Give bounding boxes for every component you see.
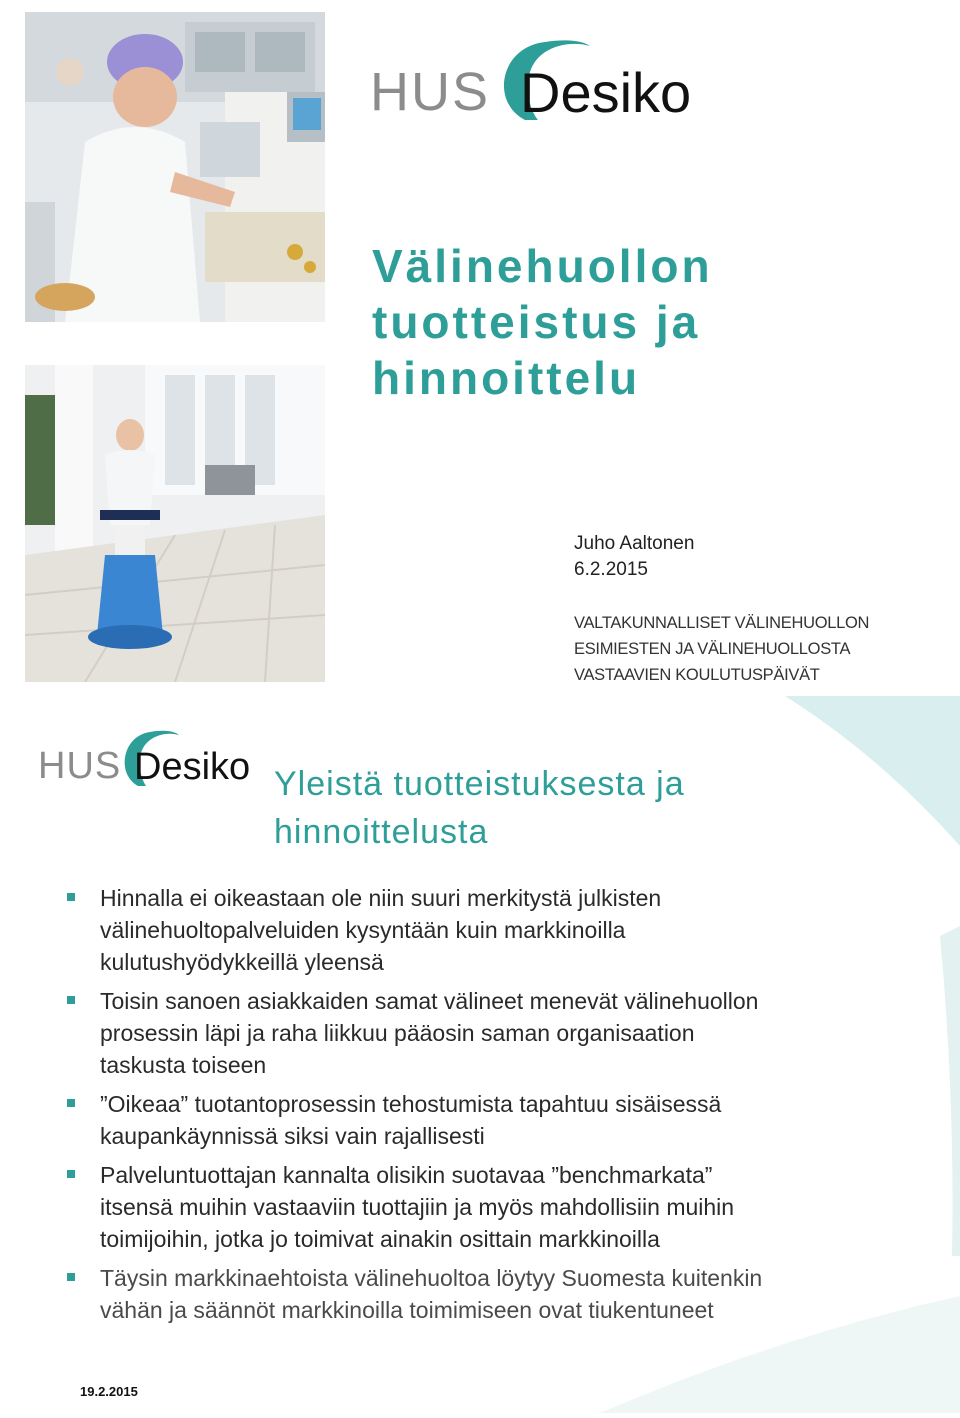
slide-title	[274, 760, 834, 856]
bullet-line: Toisin sanoen asiakkaiden samat välineet menevät välinehuollon	[100, 988, 759, 1014]
main-title-line: tuotteistus ja	[372, 296, 701, 348]
bullet-marker-icon	[67, 1170, 75, 1178]
bullet-line: ”Oikeaa” tuotantoprosessin tehostumista tapahtuu sisäisessä	[100, 1091, 722, 1117]
main-title-line: Välinehuollon	[372, 240, 713, 292]
bullet-line: Hinnalla ei oikeastaan ole niin suuri merkitystä julkisten	[100, 885, 662, 911]
slide-title-line: hinnoittelusta	[274, 813, 489, 851]
bullet-line: toimijoihin, jotka jo toimivat ainakin osittain markkinoilla	[100, 1226, 660, 1252]
bullet-item	[60, 1159, 880, 1255]
bullet-marker-icon	[67, 1099, 75, 1107]
svg-text:Desiko: Desiko	[520, 61, 692, 124]
main-title	[372, 238, 932, 406]
bullet-line: kulutushyödykkeillä yleensä	[100, 949, 384, 975]
bullet-line: taskusta toiseen	[100, 1052, 267, 1078]
bullet-item	[60, 1088, 880, 1152]
bullet-marker-icon	[67, 996, 75, 1004]
event-name-line: VASTAAVIEN KOULUTUSPÄIVÄT	[574, 666, 820, 684]
main-title-line: hinnoittelu	[372, 352, 641, 404]
bullet-marker-icon	[67, 1273, 75, 1281]
event-name	[574, 610, 869, 688]
hus-desiko-logo	[370, 32, 730, 124]
bullet-item	[60, 1262, 880, 1326]
bullet-line: prosessin läpi ja raha liikkuu pääosin saman organisaation	[100, 1020, 695, 1046]
photo-floor-cleaning	[25, 365, 325, 682]
author-block	[574, 531, 694, 583]
bullet-line: Täysin markkinaehtoista välinehuoltoa löytyy Suomesta kuitenkin	[100, 1265, 763, 1291]
bullet-line: kaupankäynnissä siksi vain rajallisesti	[100, 1123, 485, 1149]
presentation-date: 6.2.2015	[574, 559, 648, 580]
bullet-item	[60, 985, 880, 1081]
author-name: Juho Aaltonen	[574, 533, 695, 554]
bullet-line: välinehuoltopalveluiden kysyntään kuin markkinoilla	[100, 917, 626, 943]
photo-instrument-technician	[25, 12, 325, 322]
svg-text:Desiko: Desiko	[134, 746, 251, 788]
bullet-item	[60, 882, 880, 978]
svg-text:HUS: HUS	[38, 745, 122, 787]
event-name-line: ESIMIESTEN JA VÄLINEHUOLLOSTA	[574, 640, 851, 658]
slide-title-line: Yleistä tuotteistuksesta ja	[274, 765, 685, 803]
bullet-list	[60, 882, 880, 1333]
bullet-line: itsensä muihin vastaaviin tuottajiin ja myös mahdollisiin muihin	[100, 1194, 735, 1220]
bullet-marker-icon	[67, 893, 75, 901]
bullet-line: Palveluntuottajan kannalta olisikin suotavaa ”benchmarkata”	[100, 1162, 713, 1188]
svg-text:HUS: HUS	[370, 62, 491, 122]
footer-date: 19.2.2015	[80, 1384, 138, 1399]
event-name-line: VALTAKUNNALLISET VÄLINEHUOLLON	[574, 614, 870, 632]
bullet-line: vähän ja säännöt markkinoilla toimimiseen ovat tiukentuneet	[100, 1297, 714, 1323]
hus-desiko-logo-small	[38, 726, 266, 788]
